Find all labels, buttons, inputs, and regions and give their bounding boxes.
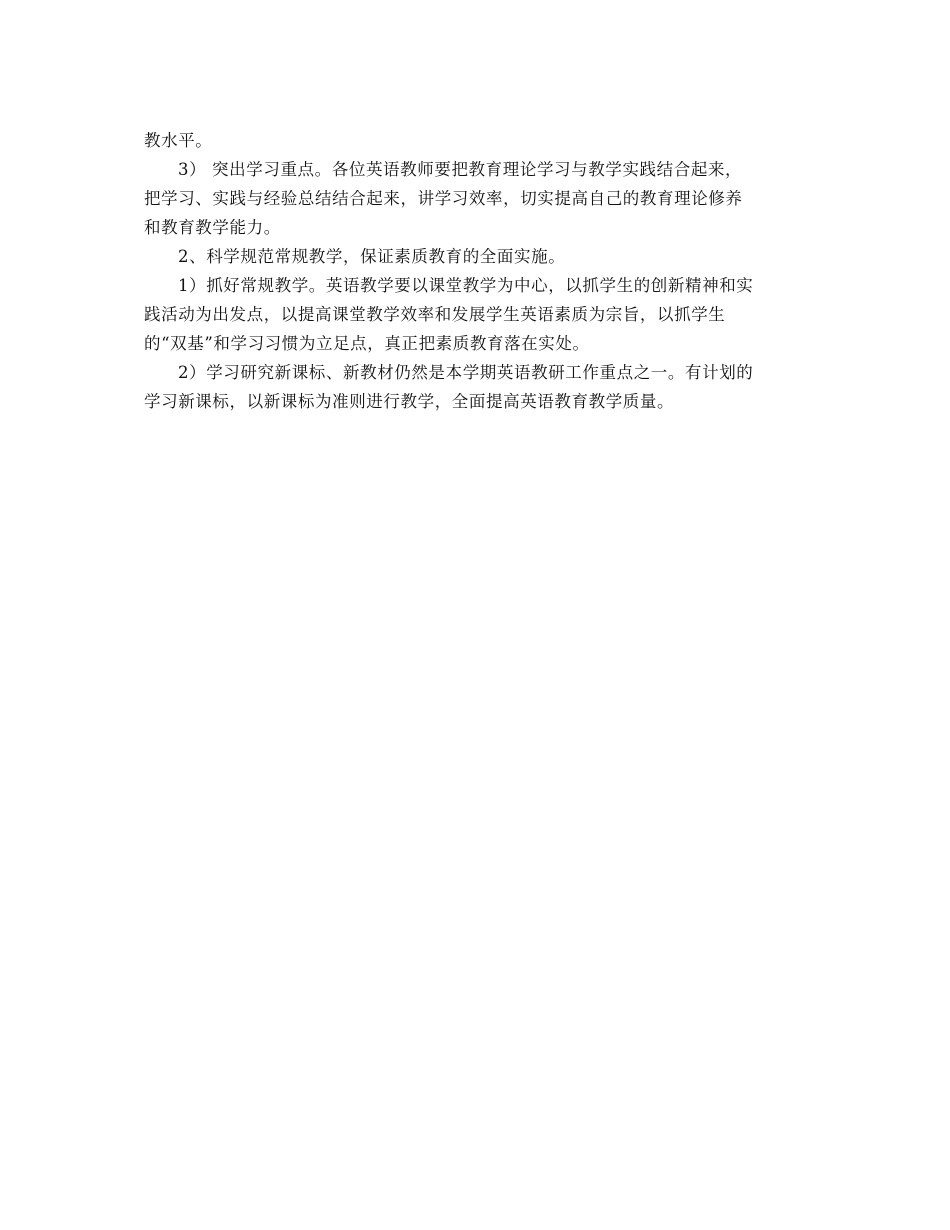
paragraph-2-line: 学习新课标，以新课标为准则进行教学，全面提高英语教育教学质量。 xyxy=(144,392,675,411)
paragraph-3-line: 把学习、实践与经验总结结合起来，讲学习效率，切实提高自己的教育理论修养 xyxy=(144,189,743,208)
paragraph-1-line: 践活动为出发点，以提高课堂教学效率和发展学生英语素质为宗旨，以抓学生 xyxy=(144,305,726,324)
document-body xyxy=(144,126,814,416)
paragraph-1-line: 的“双基”和学习习惯为立足点，真正把素质教育落在实处。 xyxy=(144,334,590,353)
paragraph-continuation-line: 教水平。 xyxy=(144,131,213,150)
paragraph-1-first-line: 1）抓好常规教学。英语教学要以课堂教学为中心，以抓学生的创新精神和实 xyxy=(178,276,754,295)
paragraph-3-line: 和教育教学能力。 xyxy=(144,218,281,237)
paragraph-2-first-line: 2）学习研究新课标、新教材仍然是本学期英语教研工作重点之一。有计划的 xyxy=(178,363,754,382)
paragraph-3-first-line: 3） 突出学习重点。各位英语教师要把教育理论学习与教学实践结合起来， xyxy=(178,160,743,179)
section-2-heading: 2、科学规范常规教学，保证素质教育的全面实施。 xyxy=(178,247,566,266)
